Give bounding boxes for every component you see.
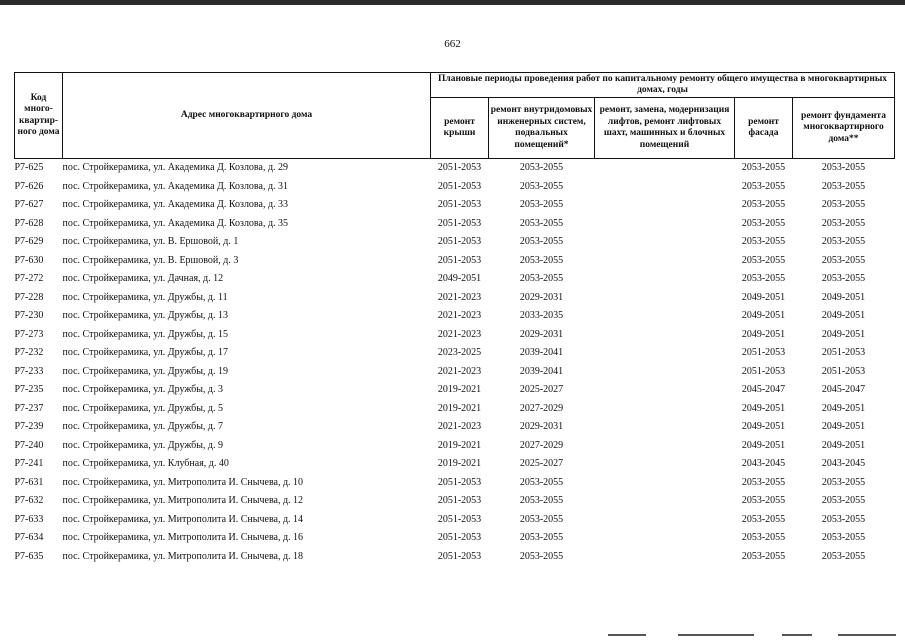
cell-lifts	[595, 529, 735, 548]
cell-engineering: 2053-2055	[519, 532, 564, 543]
cell-address: пос. Стройкерамика, ул. Митрополита И. Снычева, д. 16	[62, 532, 304, 543]
cell-code: Р7-628	[14, 217, 44, 229]
cell-foundation: 2051-2053	[821, 365, 866, 377]
cell-code: Р7-631	[14, 476, 44, 488]
cell-facade: 2043-2045	[741, 458, 786, 469]
cell-foundation: 2049-2051	[821, 421, 866, 432]
cell-lifts	[595, 344, 735, 363]
cell-lifts	[595, 159, 735, 178]
cell-facade: 2053-2055	[741, 273, 786, 284]
cell-address: пос. Стройкерамика, ул. Дружбы, д. 3	[62, 384, 224, 395]
cell-facade: 2053-2055	[741, 217, 786, 229]
table-header	[15, 73, 895, 159]
cell-code: Р7-237	[14, 402, 44, 414]
cell-lifts	[595, 233, 735, 252]
scan-top-edge	[0, 0, 905, 5]
cell-roof: 2021-2023	[437, 365, 482, 377]
table-row	[15, 270, 895, 289]
cell-code: Р7-625	[14, 162, 44, 173]
cell-facade: 2051-2053	[741, 347, 786, 358]
cell-roof: 2019-2021	[437, 458, 482, 469]
cell-lifts	[595, 437, 735, 456]
header-lifts: ремонт, замена, модернизация лифтов, ремонт лифтовых шахт, машинных и блочных помещений	[595, 98, 735, 159]
cell-address: пос. Стройкерамика, ул. Дружбы, д. 9	[62, 439, 224, 451]
cell-lifts	[595, 252, 735, 271]
cell-facade: 2053-2055	[741, 513, 786, 525]
cell-engineering: 2053-2055	[519, 495, 564, 506]
cell-lifts	[595, 548, 735, 567]
cell-foundation: 2049-2051	[821, 310, 866, 321]
cell-roof: 2021-2023	[437, 421, 482, 432]
cell-roof: 2051-2053	[437, 199, 482, 210]
cell-foundation: 2053-2055	[821, 550, 866, 562]
table-row	[15, 548, 895, 567]
cell-foundation: 2053-2055	[821, 254, 866, 266]
cell-engineering: 2027-2029	[519, 402, 564, 414]
cell-address: пос. Стройкерамика, ул. Дружбы, д. 15	[62, 328, 229, 340]
cell-facade: 2045-2047	[741, 384, 786, 395]
cell-address: пос. Стройкерамика, ул. Митрополита И. Снычева, д. 14	[62, 513, 304, 525]
scan-mark	[608, 634, 646, 636]
cell-code: Р7-634	[14, 532, 44, 543]
cell-roof: 2051-2053	[437, 236, 482, 247]
cell-code: Р7-626	[14, 180, 44, 192]
scan-mark	[782, 634, 812, 636]
table-row	[15, 418, 895, 437]
cell-foundation: 2053-2055	[821, 180, 866, 192]
cell-lifts	[595, 326, 735, 345]
cell-engineering: 2053-2055	[519, 273, 564, 284]
scan-mark	[838, 634, 896, 636]
cell-facade: 2053-2055	[741, 532, 786, 543]
table-row	[15, 196, 895, 215]
cell-code: Р7-233	[14, 365, 44, 377]
cell-lifts	[595, 400, 735, 419]
repair-schedule-table	[14, 72, 895, 566]
cell-code: Р7-629	[14, 236, 44, 247]
cell-foundation: 2049-2051	[821, 328, 866, 340]
cell-engineering: 2053-2055	[519, 476, 564, 488]
cell-roof: 2019-2021	[437, 402, 482, 414]
cell-lifts	[595, 474, 735, 493]
table-row	[15, 400, 895, 419]
cell-foundation: 2049-2051	[821, 439, 866, 451]
header-roof: ремонт крыши	[431, 98, 489, 159]
cell-roof: 2051-2053	[437, 550, 482, 562]
cell-engineering: 2029-2031	[519, 328, 564, 340]
cell-lifts	[595, 511, 735, 530]
cell-engineering: 2029-2031	[519, 421, 564, 432]
table-row	[15, 252, 895, 271]
cell-foundation: 2049-2051	[821, 402, 866, 414]
cell-address: пос. Стройкерамика, ул. В. Ершовой, д. 1	[62, 236, 239, 247]
cell-foundation: 2053-2055	[821, 217, 866, 229]
cell-facade: 2053-2055	[741, 236, 786, 247]
cell-facade: 2053-2055	[741, 495, 786, 506]
cell-facade: 2053-2055	[741, 180, 786, 192]
cell-foundation: 2053-2055	[821, 476, 866, 488]
cell-address: пос. Стройкерамика, ул. Дружбы, д. 5	[62, 402, 224, 414]
cell-roof: 2051-2053	[437, 476, 482, 488]
cell-engineering: 2025-2027	[519, 458, 564, 469]
cell-address: пос. Стройкерамика, ул. Дачная, д. 12	[62, 273, 224, 284]
cell-roof: 2049-2051	[437, 273, 482, 284]
cell-roof: 2051-2053	[437, 180, 482, 192]
cell-engineering: 2053-2055	[519, 236, 564, 247]
cell-roof: 2051-2053	[437, 254, 482, 266]
table-row	[15, 511, 895, 530]
cell-code: Р7-230	[14, 310, 44, 321]
cell-address: пос. Стройкерамика, ул. Митрополита И. Снычева, д. 10	[62, 476, 304, 488]
cell-facade: 2049-2051	[741, 310, 786, 321]
cell-code: Р7-635	[14, 550, 44, 562]
cell-foundation: 2053-2055	[821, 513, 866, 525]
cell-engineering: 2053-2055	[519, 180, 564, 192]
cell-lifts	[595, 196, 735, 215]
cell-engineering: 2039-2041	[519, 365, 564, 377]
cell-lifts	[595, 215, 735, 234]
cell-facade: 2053-2055	[741, 199, 786, 210]
table-row	[15, 233, 895, 252]
cell-roof: 2021-2023	[437, 310, 482, 321]
cell-code: Р7-239	[14, 421, 44, 432]
cell-foundation: 2043-2045	[821, 458, 866, 469]
cell-lifts	[595, 455, 735, 474]
cell-facade: 2049-2051	[741, 291, 786, 303]
cell-roof: 2051-2053	[437, 162, 482, 173]
cell-foundation: 2053-2055	[821, 199, 866, 210]
cell-address: пос. Стройкерамика, ул. Митрополита И. Снычева, д. 18	[62, 550, 304, 562]
cell-roof: 2051-2053	[437, 532, 482, 543]
cell-facade: 2053-2055	[741, 550, 786, 562]
cell-code: Р7-627	[14, 199, 44, 210]
table-row	[15, 474, 895, 493]
cell-lifts	[595, 178, 735, 197]
cell-address: пос. Стройкерамика, ул. Академика Д. Козлова, д. 33	[62, 199, 289, 210]
header-code: Код много-квартир-ного дома	[15, 73, 63, 159]
table-row	[15, 492, 895, 511]
cell-facade: 2053-2055	[741, 162, 786, 173]
cell-address: пос. Стройкерамика, ул. Академика Д. Козлова, д. 31	[62, 180, 289, 192]
cell-code: Р7-273	[14, 328, 44, 340]
cell-engineering: 2053-2055	[519, 199, 564, 210]
cell-engineering: 2029-2031	[519, 291, 564, 303]
cell-foundation: 2051-2053	[821, 347, 866, 358]
table-body	[15, 159, 895, 567]
table-row	[15, 326, 895, 345]
cell-roof: 2021-2023	[437, 291, 482, 303]
cell-address: пос. Стройкерамика, ул. Академика Д. Козлова, д. 29	[62, 162, 289, 173]
cell-foundation: 2053-2055	[821, 236, 866, 247]
cell-roof: 2023-2025	[437, 347, 482, 358]
cell-roof: 2051-2053	[437, 513, 482, 525]
cell-lifts	[595, 270, 735, 289]
table-row	[15, 289, 895, 308]
table-row	[15, 307, 895, 326]
cell-roof: 2051-2053	[437, 495, 482, 506]
cell-foundation: 2053-2055	[821, 273, 866, 284]
cell-code: Р7-235	[14, 384, 44, 395]
cell-engineering: 2025-2027	[519, 384, 564, 395]
cell-engineering: 2053-2055	[519, 217, 564, 229]
cell-code: Р7-228	[14, 291, 44, 303]
cell-code: Р7-241	[14, 458, 44, 469]
cell-address: пос. Стройкерамика, ул. Дружбы, д. 11	[62, 291, 228, 303]
cell-engineering: 2033-2035	[519, 310, 564, 321]
cell-lifts	[595, 418, 735, 437]
cell-lifts	[595, 492, 735, 511]
table-row	[15, 529, 895, 548]
table-row	[15, 363, 895, 382]
table-row	[15, 437, 895, 456]
cell-code: Р7-630	[14, 254, 44, 266]
cell-facade: 2049-2051	[741, 328, 786, 340]
header-engineering: ремонт внутридомовых инженерных систем, подвальных помещений*	[489, 98, 595, 159]
cell-foundation: 2049-2051	[821, 291, 866, 303]
cell-lifts	[595, 307, 735, 326]
cell-address: пос. Стройкерамика, ул. Академика Д. Козлова, д. 35	[62, 217, 289, 229]
cell-lifts	[595, 289, 735, 308]
scan-mark	[678, 634, 754, 636]
cell-roof: 2021-2023	[437, 328, 482, 340]
cell-engineering: 2027-2029	[519, 439, 564, 451]
cell-foundation: 2053-2055	[821, 495, 866, 506]
cell-roof: 2019-2021	[437, 439, 482, 451]
cell-foundation: 2053-2055	[821, 532, 866, 543]
table-row	[15, 381, 895, 400]
table-row	[15, 159, 895, 178]
cell-address: пос. Стройкерамика, ул. В. Ершовой, д. 3	[62, 254, 239, 266]
cell-engineering: 2053-2055	[519, 550, 564, 562]
cell-roof: 2019-2021	[437, 384, 482, 395]
cell-address: пос. Стройкерамика, ул. Дружбы, д. 19	[62, 365, 229, 377]
cell-engineering: 2053-2055	[519, 162, 564, 173]
cell-roof: 2051-2053	[437, 217, 482, 229]
cell-foundation: 2053-2055	[821, 162, 866, 173]
header-facade: ремонт фасада	[735, 98, 793, 159]
cell-address: пос. Стройкерамика, ул. Клубная, д. 40	[62, 458, 229, 469]
cell-facade: 2053-2055	[741, 476, 786, 488]
cell-facade: 2051-2053	[741, 365, 786, 377]
table-row	[15, 344, 895, 363]
cell-code: Р7-632	[14, 495, 44, 506]
table-row	[15, 455, 895, 474]
cell-facade: 2049-2051	[741, 439, 786, 451]
cell-address: пос. Стройкерамика, ул. Дружбы, д. 17	[62, 347, 229, 358]
cell-lifts	[595, 381, 735, 400]
cell-facade: 2049-2051	[741, 421, 786, 432]
cell-code: Р7-272	[14, 273, 44, 284]
cell-address: пос. Стройкерамика, ул. Митрополита И. Снычева, д. 12	[62, 495, 304, 506]
page-number: 662	[444, 38, 461, 50]
cell-facade: 2049-2051	[741, 402, 786, 414]
cell-engineering: 2039-2041	[519, 347, 564, 358]
cell-facade: 2053-2055	[741, 254, 786, 266]
header-foundation: ремонт фундамента многоквартирного дома**	[793, 98, 895, 159]
cell-engineering: 2053-2055	[519, 254, 564, 266]
header-address: Адрес многоквартирного дома	[63, 73, 431, 159]
cell-lifts	[595, 363, 735, 382]
table-row	[15, 178, 895, 197]
cell-code: Р7-633	[14, 513, 44, 525]
table-row	[15, 215, 895, 234]
cell-foundation: 2045-2047	[821, 384, 866, 395]
cell-code: Р7-240	[14, 439, 44, 451]
cell-address: пос. Стройкерамика, ул. Дружбы, д. 7	[62, 421, 224, 432]
header-periods-group: Плановые периоды проведения работ по капитальному ремонту общего имущества в многоквартирных домах, годы	[431, 73, 895, 98]
cell-address: пос. Стройкерамика, ул. Дружбы, д. 13	[62, 310, 229, 321]
cell-code: Р7-232	[14, 347, 44, 358]
cell-engineering: 2053-2055	[519, 513, 564, 525]
